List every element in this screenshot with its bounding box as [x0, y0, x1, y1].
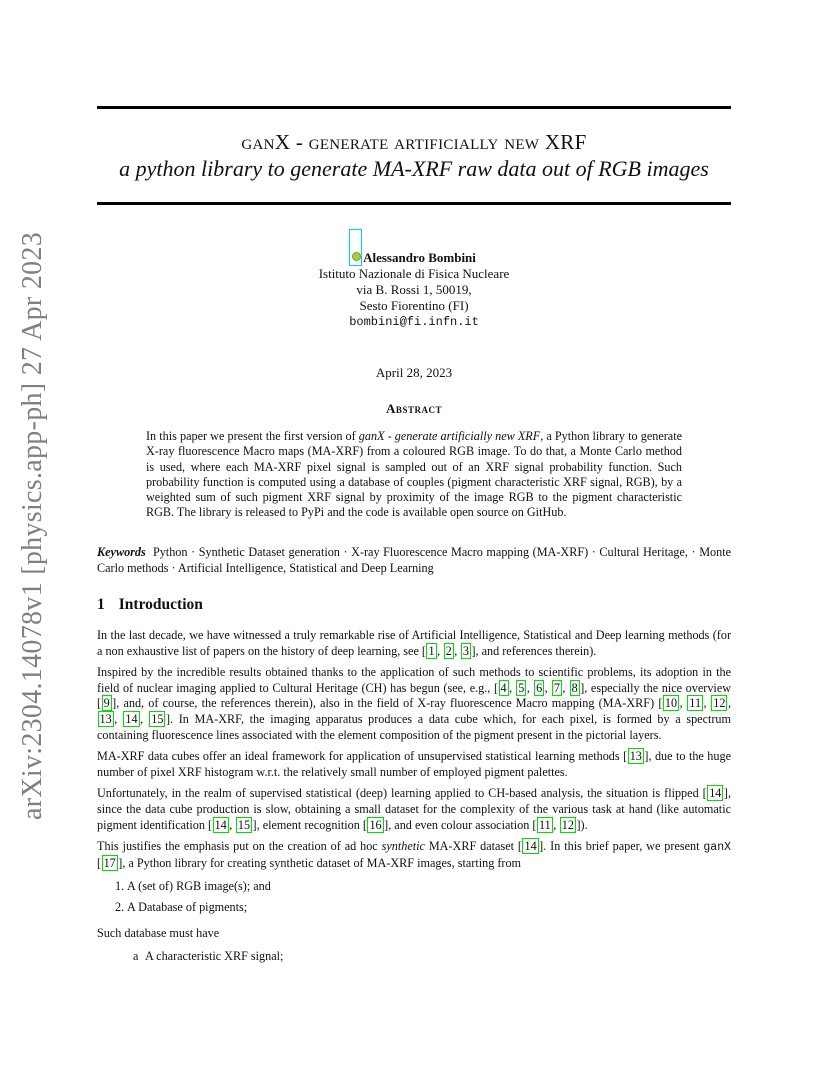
text: MA-XRF data cubes offer an ideal framework for application of unsupervised statistical learning methods: [97, 749, 624, 764]
citation-link[interactable]: 10: [664, 696, 678, 711]
list-marker: 2.: [115, 899, 125, 914]
keywords-text: Python · Synthetic Dataset generation · X-ray Fluorescence Macro mapping (MA-XRF) · Cultural Heritage, · Monte Carlo methods · Artificial Intelligence, Statistical and Deep Learning: [97, 545, 732, 575]
text: , element recognition: [256, 817, 363, 832]
list-item: [97, 900, 731, 916]
abstract-heading: Abstract: [386, 401, 442, 416]
citation-link[interactable]: 7: [553, 680, 560, 695]
abstract-text-pre: In this paper we present the first version of: [146, 429, 359, 443]
author-name: Alessandro Bombini: [363, 250, 476, 265]
text: and, of course, the references therein), also in the field of X-ray fluorescence Macro mapping (MA-XRF): [119, 696, 659, 711]
section-number: 1: [97, 596, 105, 613]
text: , a Python library for creating synthetic dataset of MA-XRF images, starting from: [122, 855, 522, 870]
text: . In MA-XRF, the imaging apparatus produces a data cube which, for each pixel, is formed by a spectrum containing fluorescence lines associated with the element composition of the pigment present in the pictorial layers.: [97, 711, 732, 742]
citation-link[interactable]: 14: [709, 786, 722, 801]
text: , especially the nice overview: [584, 680, 732, 695]
text: In the last decade, we have witnessed a truly remarkable rise of Artificial Intelligence, Statistical and Deep learning methods (for a non exhaustive list of papers on the history of deep learning, see: [97, 628, 731, 658]
paragraph: This justifies the emphasis put on the creation of ad hoc synthetic MA-XRF dataset [ 14 ]. In this brief paper, we present ganX [ 17 ], a Python library for creating synthetic dataset of MA-XRF images, starting from: [97, 839, 732, 870]
title-top-rule: [97, 106, 731, 109]
citation-link[interactable]: 12: [561, 817, 574, 832]
text: , and even colour association: [388, 817, 533, 832]
text: Unfortunately, in the realm of supervised statistical (deep) learning applied to CH-based analysis, the situation is flipped: [97, 786, 703, 801]
author-address2: Sesto Fiorentino (FI): [359, 298, 469, 313]
citation-link[interactable]: 16: [369, 817, 382, 832]
citation-link[interactable]: 14: [125, 711, 138, 726]
lettered-list: [97, 949, 731, 965]
citation-link[interactable]: 3: [462, 643, 469, 658]
text: This justifies the emphasis put on the creation of ad hoc: [97, 839, 382, 854]
citation-link[interactable]: 5: [518, 680, 525, 695]
author-name-line: [97, 250, 731, 266]
author-affiliation: Istituto Nazionale di Fisica Nucleare: [318, 266, 510, 281]
citation-link[interactable]: 13: [629, 749, 642, 764]
list-item: [97, 949, 731, 965]
list-item-text: A (set of) RGB image(s); and: [127, 879, 271, 894]
paragraph: MA-XRF data cubes offer an ideal framework for application of unsupervised statistical learning methods [ 13 ], due to the huge number of pixel XRF histogram w.r.t. the relatively small number of employed pigment palettes.: [97, 749, 731, 779]
list-item: [97, 879, 731, 895]
abstract-text: [146, 429, 682, 521]
section-title: Introduction: [118, 596, 203, 613]
paragraph: In the last decade, we have witnessed a truly remarkable rise of Artificial Intelligence, Statistical and Deep learning methods (for a non exhaustive list of papers on the history of deep learning, see [ 1 , 2 , 3 ], and references therein).: [97, 628, 731, 658]
author-block: [97, 250, 731, 330]
abstract-emph: ganX - generate artificially new XRF: [358, 429, 541, 443]
citation-link[interactable]: 2: [445, 643, 452, 658]
abstract-text-post: , a Python library to generate X-ray fluorescence Macro maps (MA-XRF) from a coloured RGB image. To do that, a Monte Carlo method is used, where each MA-XRF pixel signal is sampled out of an XRF signal probability function. Such probability function is computed using a database of couples (pigment characteristic XRF signal, RGB), by a weighted sum of such pigment XRF signal by proximity of the image RGB to the pigment characteristic RGB. The library is released to PyPi and the code is available open source on GitHub.: [146, 429, 682, 520]
text: Inspired by the incredible results obtained thanks to the application of such methods to scientific problems, its adoption in the field of nuclear imaging applied to Cultural Heritage (CH) has begun (see, e.g.,: [97, 665, 731, 695]
keywords-label: Keywords: [97, 545, 146, 559]
citation-link[interactable]: 12: [713, 696, 726, 711]
emphasis: synthetic: [381, 839, 425, 854]
citation-link[interactable]: 1: [428, 643, 435, 658]
numbered-list: [97, 879, 731, 915]
orcid-icon[interactable]: [352, 252, 361, 261]
keywords: [97, 545, 731, 576]
author-email[interactable]: bombini@fi.infn.it: [349, 315, 479, 329]
paper-title-line1: [97, 130, 731, 155]
list-marker: a: [133, 949, 139, 964]
citation-link[interactable]: 13: [99, 711, 112, 726]
citation-link[interactable]: 14: [214, 817, 227, 832]
citation-link[interactable]: 17: [103, 855, 116, 870]
text: , due to the huge number of pixel XRF histogram w.r.t. the relatively small number of employed pigment palettes.: [97, 749, 731, 779]
text: . In this brief paper, we present: [543, 839, 704, 854]
citation-link[interactable]: 15: [237, 817, 251, 832]
citation-link[interactable]: 14: [524, 839, 537, 854]
title-middle: - generate artificially new: [290, 130, 545, 154]
citation-link[interactable]: 6: [536, 680, 543, 695]
paper-date: April 28, 2023: [375, 365, 453, 380]
code-ganx: ganX: [703, 841, 732, 855]
paper-title-line2: a python library to generate MA-XRF raw data out of RGB images: [119, 156, 709, 181]
citation-link[interactable]: 11: [689, 696, 702, 711]
title-ganx: ganX: [241, 130, 291, 154]
list-marker: 1.: [115, 879, 125, 894]
citation-link[interactable]: 15: [151, 711, 164, 726]
list-item-text: A characteristic XRF signal;: [145, 949, 284, 964]
paragraph: Unfortunately, in the realm of supervised statistical (deep) learning applied to CH-based analysis, the situation is flipped [ 14 ], since the data cube production is slow, obtaining a small dataset for the complexity of the various task at hand (like automatic pigment identification [ 14 , 15 ], element recognition [ 16 ], and even colour association [ 11 , 12 ]).: [97, 786, 731, 832]
citation-link[interactable]: 11: [538, 817, 551, 832]
citation-link[interactable]: 9: [103, 696, 110, 711]
paragraph: Such database must have: [97, 925, 220, 940]
title-xrf: XRF: [544, 130, 587, 154]
citation-link[interactable]: 4: [500, 680, 507, 695]
author-address1: via B. Rossi 1, 50019,: [356, 282, 472, 297]
citation-link[interactable]: 8: [571, 680, 578, 695]
arxiv-side-stamp: arXiv:2304.14078v1 [physics.app-ph] 27 Apr 2023: [17, 231, 48, 820]
body-text: [97, 628, 731, 975]
list-item-text: A Database of pigments;: [127, 899, 248, 914]
text: , since the data cube production is slow, obtaining a small dataset for the complexity of the various task at hand (like automatic pigment identification: [97, 786, 731, 832]
paragraph: Inspired by the incredible results obtained thanks to the application of such methods to scientific problems, its adoption in the field of nuclear imaging applied to Cultural Heritage (CH) has begun (see, e.g., [ 4 , 5 , 6 , 7 , 8 ], especially the nice overview [ 9 ], and, of course, the references therein), also in the field of X-ray fluorescence Macro mapping (MA-XRF) [ 10 , 11 , 12 , 13 , 14 , 15 ]. In MA-XRF, the imaging apparatus produces a data cube which, for each pixel, is formed by a spectrum containing fluorescence lines associated with the element composition of the pigment present in the pictorial layers.: [97, 665, 732, 742]
text: ).: [580, 817, 588, 832]
title-bottom-rule: [97, 202, 731, 205]
section-heading-introduction: [97, 596, 203, 614]
text: MA-XRF dataset: [424, 839, 518, 854]
text: , and references therein).: [475, 643, 597, 658]
